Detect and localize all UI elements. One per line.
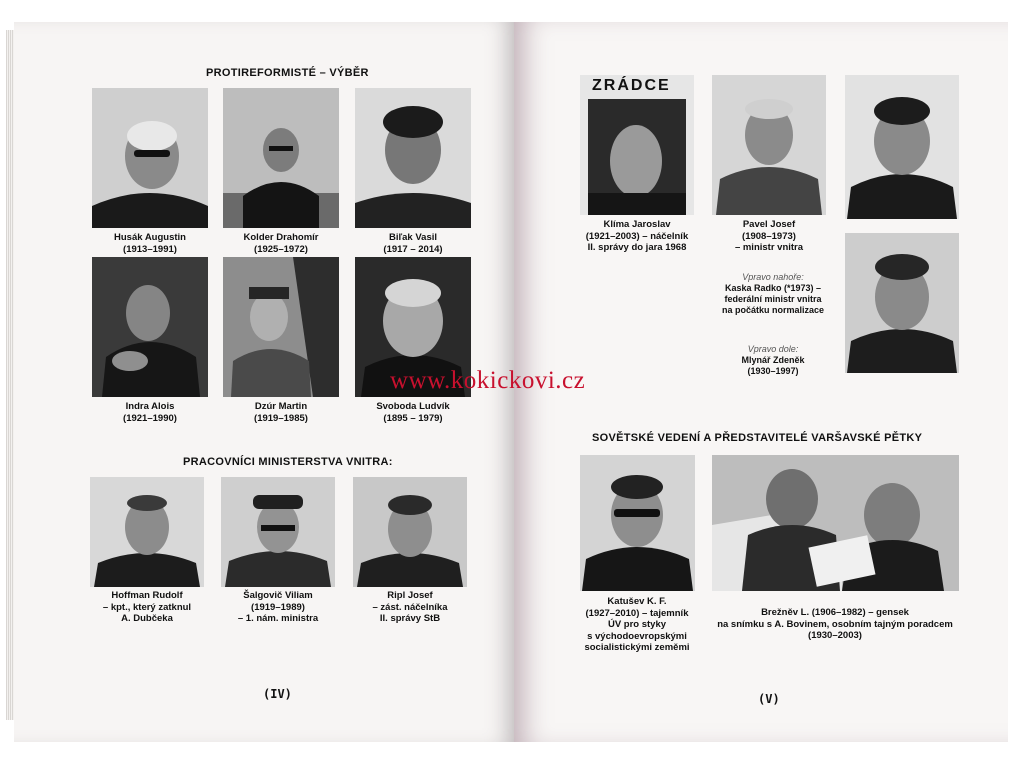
page-number-left: (IV) [263,687,292,701]
photo-salgovic [221,477,335,587]
photo-mlynar [845,233,959,373]
photo-katusev [580,455,695,591]
caption-husak: Husák Augustin (1913–1991) [114,232,186,255]
photo-indra [92,257,208,397]
heading-soviet: SOVĚTSKÉ VEDENÍ A PŘEDSTAVITELÉ VARŠAVSKÉ PĚTKY [592,432,923,444]
photo-pavel [712,75,826,215]
heading-reformists: PROTIREFORMISTÉ – VÝBĚR [206,67,369,79]
caption-svoboda: Svoboda Ludvík (1895 – 1979) [376,401,450,424]
photo-ripl [353,477,467,587]
photo-husak [92,88,208,228]
photo-kaska [845,75,959,219]
photo-breznev-bovin [712,455,959,591]
photo-bilak [355,88,471,228]
caption-katusev: Katušev K. F. (1927–2010) – tajemník ÚV pro styky s východoevropskými socialistickými zeměmi [584,596,690,653]
caption-salgovic: Šalgovič Viliam (1919–1989) – 1. nám. ministra [237,590,319,624]
caption-breznev: Brežněv L. (1906–1982) – gensek na snímku s A. Bovinem, osobním tajným poradcem (1930–2003) [717,607,953,641]
photo-hoffman [90,477,204,587]
watermark: www.kokickovi.cz [390,367,586,394]
page-number-right: (V) [758,692,780,706]
caption-ripl: Ripl Josef – zást. náčelníka II. správy StB [372,590,448,624]
caption-dzur: Dzúr Martin (1919–1985) [254,401,308,424]
caption-hoffman: Hoffman Rudolf – kpt., který zatknul A. Dubčeka [102,590,192,624]
note-below: Vpravo dole: Mlynář Zdeněk (1930–1997) [741,344,805,376]
photo-kolder [223,88,339,228]
caption-pavel: Pavel Josef (1908–1973) – ministr vnitra [734,219,804,253]
caption-indra: Indra Alois (1921–1990) [123,401,177,424]
caption-klima: Klíma Jaroslav (1921–2003) – náčelník II. správy do jara 1968 [585,219,689,253]
heading-interior: PRACOVNÍCI MINISTERSTVA VNITRA: [183,456,393,468]
caption-bilak: Biľak Vasil (1917 – 2014) [383,232,443,255]
note-above: Vpravo nahoře: Kaska Radko (*1973) – federální ministr vnitra na počátku normalizace [721,272,825,315]
photo-klima [580,75,694,215]
stamp-zradce: ZRÁDCE [592,77,671,94]
caption-kolder: Kolder Drahomír (1925–1972) [243,232,319,255]
photo-dzur [223,257,339,397]
